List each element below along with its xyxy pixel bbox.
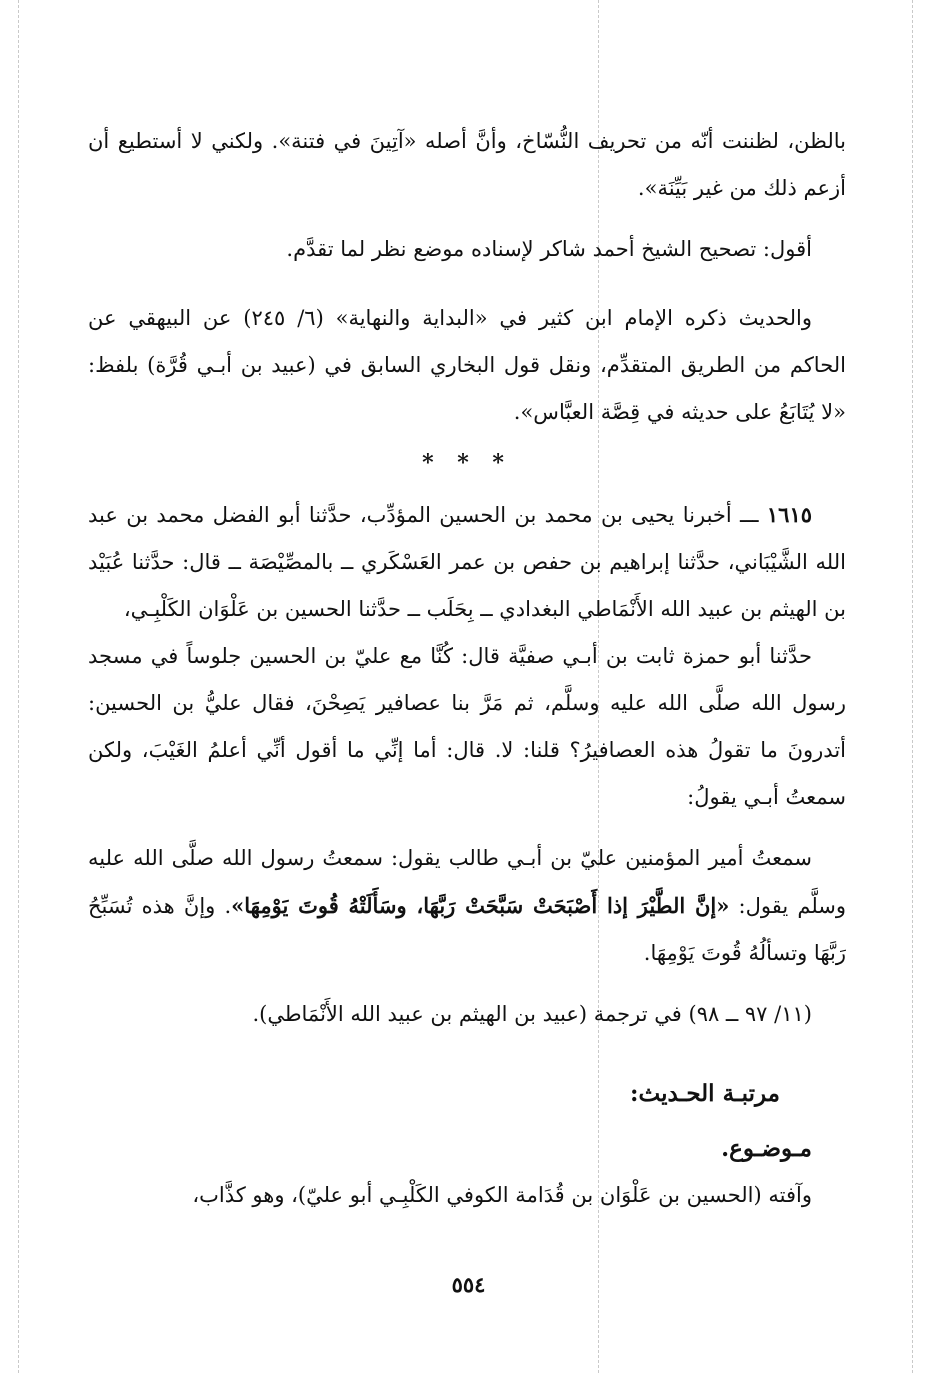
paragraph-hadith-quote	[88, 835, 846, 977]
isnad-text: ـــ أخبرنا يحيى بن محمد بن الحسين المؤدِّب، حدَّثنا أبو الفضل محمد بن عبد الله الشَّيْبَاني، حدَّثنا إبراهيم بن حفص بن عمر العَسْكَري ــ بالمصِّيْصَة ــ قال: حدَّثنا عُبَيْد بن الهيثم بن عبيد الله الأَنْمَاطي البغدادي ــ بِحَلَب ــ حدَّثنا الحسين بن عَلْوَان الكَلْبِـي،	[88, 503, 846, 621]
prophetic-quote: «إنَّ الطَّيْرَ إذا أَصْبَحَتْ سَبَّحَتْ رَبَّهَا، وسَأَلَتْهُ قُوتَ يَوْمِهَا»	[231, 893, 730, 918]
paragraph-continuation: بالظن، لظننت أنّه من تحريف النُّسّاخ، وأنَّ أصله «آتِينَ في فتنة». ولكني لا أستطيع أن أزعم ذلك من غير بَيِّنَة».	[88, 129, 846, 200]
paragraph-isnad	[88, 491, 846, 633]
paragraph-matn: حدَّثنا أبو حمزة ثابت بن أبـي صفيَّة قال: كُنَّا مع عليّ بن الحسين جلوساً في مسجد رسول الله صلَّى الله عليه وسلَّم، ثم مَرَّ بنا عصافير يَصِحْنَ، فقال عليُّ بن الحسين: أتدرونَ ما تقولُ هذه العصافيرُ؟ قلنا: لا. قال: أما إنِّي ما أقول أنِّي أعلمُ الغَيْبَ، ولكن سمعتُ أبـي يقولُ:	[88, 644, 846, 809]
paragraph-reference: (١١/ ٩٧ ــ ٩٨) في ترجمة (عبيد بن الهيثم بن عبيد الله الأَنْمَاطي).	[252, 1002, 812, 1026]
hadith-number: ١٦١٥	[766, 502, 813, 527]
page-body	[88, 118, 846, 1219]
paragraph-comment: أقول: تصحيح الشيخ أحمد شاكر لإسناده موضع نظر لما تقدَّم.	[286, 237, 812, 261]
scan-fold-line-left	[18, 0, 19, 1373]
page-number: ٥٥٤	[451, 1272, 486, 1297]
paragraph-ibn-kathir: والحديث ذكره الإمام ابن كثير في «البداية والنهاية» (٦/ ٢٤٥) عن البيهقي عن الحاكم من الطريق المتقدِّم، ونقل قول البخاري السابق في (عبيد بن أبـي قُرَّة) بلفظ: «لا يُتَابَعُ على حديثه في قِصَّة العبَّاس».	[88, 306, 846, 424]
paragraph-narrator-defect: وآفته (الحسين بن عَلْوَان بن قُدَامة الكوفي الكَلْبِـي أبو عليّ)، وهو كذَّاب،	[192, 1183, 812, 1207]
quote-intro: سمعتُ أمير المؤمنين عليّ بن أبـي طالب يقول: سمعتُ رسول الله صلَّى الله عليه وسلَّم يقول:	[88, 846, 847, 918]
hadith-verdict: مـوضـوع.	[721, 1135, 812, 1162]
section-separator: * * *	[422, 450, 512, 476]
quote-outro: . وإنَّ هذه تُسَبِّحُ رَبَّهَا وتسألُهُ قُوتَ يَوْمِهَا.	[88, 894, 846, 965]
section-heading-hadith-rank: مرتبـة الحـديث:	[630, 1080, 780, 1107]
scan-fold-line-right	[912, 0, 913, 1373]
